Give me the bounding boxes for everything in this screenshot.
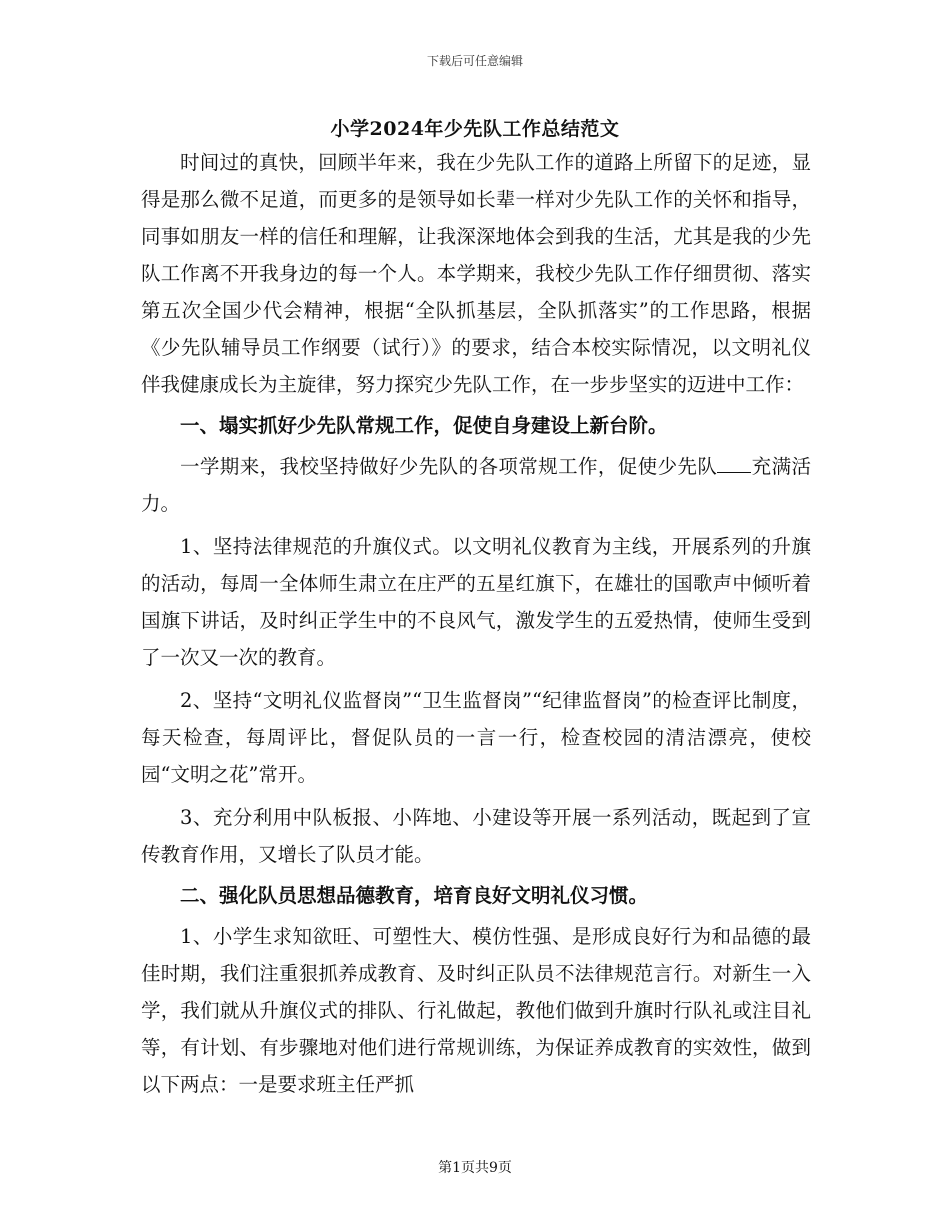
- fill-blank: [717, 454, 751, 473]
- section1-text-a: 一学期来，我校坚持做好少先队的各项常规工作，促使少先队: [180, 455, 718, 478]
- header-note: 下载后可任意编辑: [426, 54, 523, 68]
- section-heading-2: 二、强化队员思想品德教育，培育良好文明礼仪习惯。: [180, 884, 649, 907]
- section-heading-1: 一、塌实抓好少先队常规工作，促使自身建设上新台阶。: [180, 414, 668, 437]
- section1-item-2: 2、坚持“文明礼仪监督岗”“卫生监督岗”“纪律监督岗”的检查评比制度，每天检查，每周评比，督促队员的一言一行，检查校园的清洁漂亮，使校园“文明之花”常开。: [141, 689, 811, 786]
- section2-item-1: 1、小学生求知欲旺、可塑性大、模仿性强、是形成良好行为和品德的最佳时期，我们注重狠抓养成教育、及时纠正队员不法律规范言行。对新生一入学，我们就从升旗仪式的排队、行礼做起，教他们做到升旗时行队礼或注目礼等，有计划、有步骤地对他们进行常规训练，为保证养成教育的实效性，做到以下两点：一是要求班主任严抓: [141, 925, 811, 1096]
- document-title: 小学2024年少先队工作总结范文: [330, 118, 620, 140]
- document-body: [141, 144, 811, 1103]
- section1-item-1: 1、坚持法律规范的升旗仪式。以文明礼仪教育为主线，开展系列的升旗的活动，每周一全体师生肃立在庄严的五星红旗下，在雄壮的国歌声中倾听着国旗下讲话，及时纠正学生中的不良风气，激发学生的五爱热情，使师生受到了一次又一次的教育。: [141, 535, 811, 669]
- page-footer: 第1页共9页: [438, 1160, 512, 1176]
- section1-item-3: 3、充分利用中队板报、小阵地、小建设等开展一系列活动，既起到了宣传教育作用，又增长了队员才能。: [141, 806, 811, 866]
- section1-paragraph: [141, 448, 811, 522]
- intro-paragraph: 时间过的真快，回顾半年来，我在少先队工作的道路上所留下的足迹，显得是那么微不足道，而更多的是领导如长辈一样对少先队工作的关怀和指导，同事如朋友一样的信任和理解，让我深深地体会到我的生活，尤其是我的少先队工作离不开我身边的每一个人。本学期来，我校少先队工作仔细贯彻、落实第五次全国少代会精神，根据“全队抓基层，全队抓落实”的工作思路，根据《少先队辅导员工作纲要（试行）》的要求，结合本校实际情况，以文明礼仪伴我健康成长为主旋律，努力探究少先队工作，在一步步坚实的迈进中工作：: [141, 151, 811, 396]
- section1-text-b: 充满活力。: [141, 455, 811, 515]
